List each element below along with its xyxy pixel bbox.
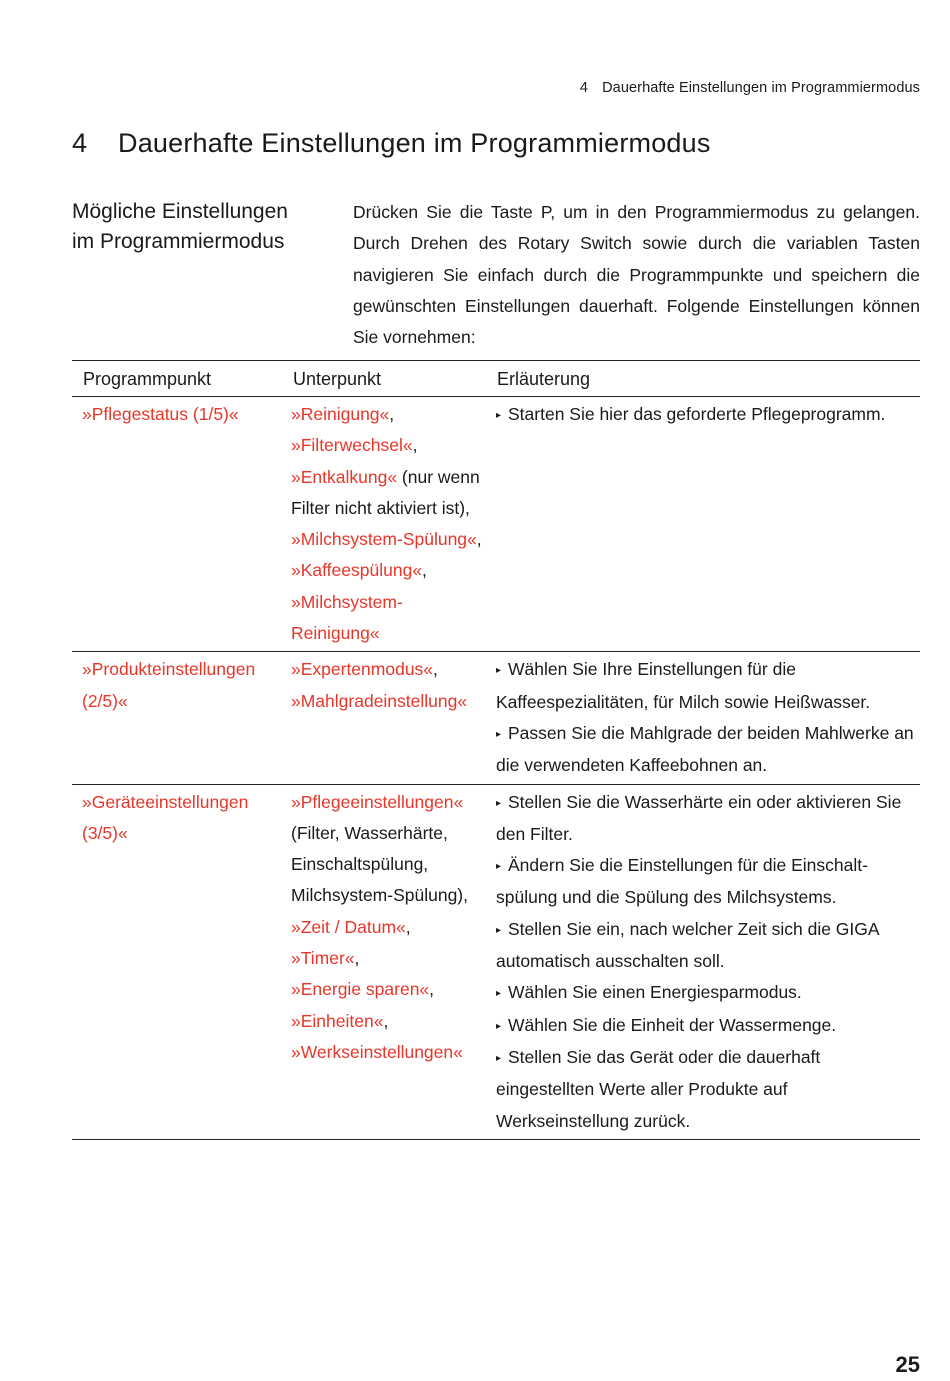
table-header-row: [72, 361, 920, 397]
running-header-number: 4: [579, 80, 589, 96]
explanation-bullet: [496, 850, 920, 914]
erlaeuterung-cell: [494, 397, 920, 652]
programmpunkt-produkteinstellungen: »Produkteinstellungen: [82, 659, 256, 680]
sub-kaffeespuelung: »Kaffeespülung«: [291, 560, 423, 581]
sub-energie-sparen: »Energie sparen«: [291, 979, 430, 1000]
explanation-bullet: [496, 1010, 920, 1042]
unterpunkt-cell: [282, 652, 494, 784]
header-unterpunkt: Unterpunkt: [282, 361, 494, 397]
programmpunkt-pflegestatus: »Pflegestatus (1/5)«: [82, 404, 239, 424]
side-heading-line-2: im Programmiermodus: [72, 230, 285, 253]
separator: ,: [354, 948, 360, 969]
chapter-title: [72, 128, 711, 159]
running-header-title: Dauerhafte Einstellungen im Programmiermodus: [602, 80, 920, 96]
explanation-bullet: [496, 914, 920, 978]
chapter-number: 4: [72, 128, 88, 158]
header-erlaeuterung: Erläuterung: [494, 361, 920, 397]
erlaeuterung-cell: [494, 784, 920, 1139]
explanation-bullet: [496, 654, 920, 718]
side-heading-line-1: Mögliche Einstellungen: [72, 200, 288, 223]
running-header: [580, 80, 920, 96]
triangle-bullet-icon: ▸: [496, 861, 502, 873]
bullet-text: Wählen Sie einen Energiesparmodus.: [508, 982, 802, 1003]
separator: ,: [405, 916, 411, 937]
triangle-bullet-icon: ▸: [496, 410, 502, 421]
triangle-bullet-icon: ▸: [496, 924, 502, 936]
page-number: 25: [895, 1352, 920, 1377]
erlaeuterung-cell: [494, 652, 920, 784]
programmpunkt-geraeteeinstellungen-index: (3/5)«: [82, 822, 128, 843]
settings-table: [72, 360, 920, 1140]
sub-entkalkung: »Entkalkung«: [291, 466, 398, 487]
bullet-text: Ändern Sie die Einstellungen für die Einschaltspülung und die Spülung des Milchsystems.: [496, 855, 868, 908]
intro-paragraph: Drücken Sie die Taste P, um in den Programmiermodus zu gelangen. Durch Drehen des Rotary Switch sowie durch die variablen Tasten navigieren Sie einfach durch die Programmpunkte und speichern die gewünschten Einstellungen dauerhaft. Folgende Einstellungen können Sie vornehmen:: [353, 202, 920, 348]
sub-timer: »Timer«: [291, 948, 355, 969]
table-row: [72, 397, 920, 652]
explanation-bullet: [496, 787, 920, 851]
triangle-bullet-icon: ▸: [496, 728, 502, 740]
bullet-text: Wählen Sie Ihre Einstellungen für die Kaffeespezialitäten, für Milch sowie Heißwasser.: [496, 659, 871, 712]
separator: ,: [476, 529, 482, 550]
sub-expertenmodus: »Expertenmodus«: [291, 659, 434, 680]
chapter-title-text: Dauerhafte Einstellungen im Programmiermodus: [118, 128, 711, 158]
programmpunkt-cell: [72, 652, 282, 784]
bullet-text: Stellen Sie ein, nach welcher Zeit sich die GIGA automatisch ausschalten soll.: [496, 918, 879, 972]
programmpunkt-produkteinstellungen-index: (2/5)«: [82, 690, 128, 711]
triangle-bullet-icon: ▸: [496, 1020, 502, 1032]
unterpunkt-cell: [282, 784, 494, 1139]
triangle-bullet-icon: ▸: [496, 665, 502, 677]
bullet-text: Stellen Sie das Gerät oder die dauerhaft eingestellten Werte aller Produkte auf Werkseinstellung zurück.: [496, 1046, 821, 1131]
triangle-bullet-icon: ▸: [496, 797, 502, 809]
sub-einheiten: »Einheiten«: [291, 1010, 384, 1031]
sub-zeit-datum: »Zeit / Datum«: [291, 916, 406, 937]
separator: ,: [383, 1010, 389, 1031]
sub-milchsystem-spuelung: »Milchsystem-Spülung«: [291, 529, 477, 550]
separator: ,: [429, 979, 435, 1000]
sub-pflegeeinstellungen-note: (Filter, Wasserhärte, Einschaltspülung, Milchsystem-Spülung),: [291, 822, 468, 906]
side-heading: [72, 197, 322, 257]
sub-reinigung: »Reinigung«: [291, 404, 390, 424]
explanation-bullet: [496, 1042, 920, 1137]
sub-entkalkung-note: (nur wenn Filter nicht aktiviert ist),: [291, 466, 480, 518]
sub-milchsystem-reinigung: »Milchsystem-Reinigung«: [291, 591, 403, 644]
separator: ,: [412, 435, 418, 456]
separator: ,: [389, 404, 395, 424]
table-row: [72, 652, 920, 784]
programmpunkt-geraeteeinstellungen: »Geräteeinstellungen: [82, 791, 249, 812]
separator: ,: [433, 659, 438, 680]
bullet-text: Starten Sie hier das geforderte Pflegeprogramm.: [508, 404, 886, 424]
bullet-text: Stellen Sie die Wasserhärte ein oder aktivieren Sie den Filter.: [496, 791, 902, 844]
table-row: [72, 784, 920, 1139]
sub-filterwechsel: »Filterwechsel«: [291, 435, 413, 456]
separator: ,: [422, 560, 427, 581]
explanation-bullet: [496, 718, 920, 782]
programmpunkt-cell: [72, 397, 282, 652]
unterpunkt-cell: [282, 397, 494, 652]
sub-mahlgradeinstellung: »Mahlgradeinstellung«: [291, 690, 468, 711]
sub-pflegeeinstellungen: »Pflegeeinstellungen«: [291, 791, 464, 812]
explanation-bullet: [496, 977, 920, 1009]
header-programmpunkt: Programmpunkt: [72, 361, 282, 397]
triangle-bullet-icon: ▸: [496, 988, 502, 1000]
triangle-bullet-icon: ▸: [496, 1052, 502, 1064]
programmpunkt-cell: [72, 784, 282, 1139]
bullet-text: Passen Sie die Mahlgrade der beiden Mahlwerke an die verwendeten Kaffeebohnen an.: [496, 722, 914, 776]
bullet-text: Wählen Sie die Einheit der Wassermenge.: [508, 1014, 837, 1035]
sub-werkseinstellungen: »Werkseinstellungen«: [291, 1041, 463, 1062]
explanation-bullet: [496, 399, 920, 431]
